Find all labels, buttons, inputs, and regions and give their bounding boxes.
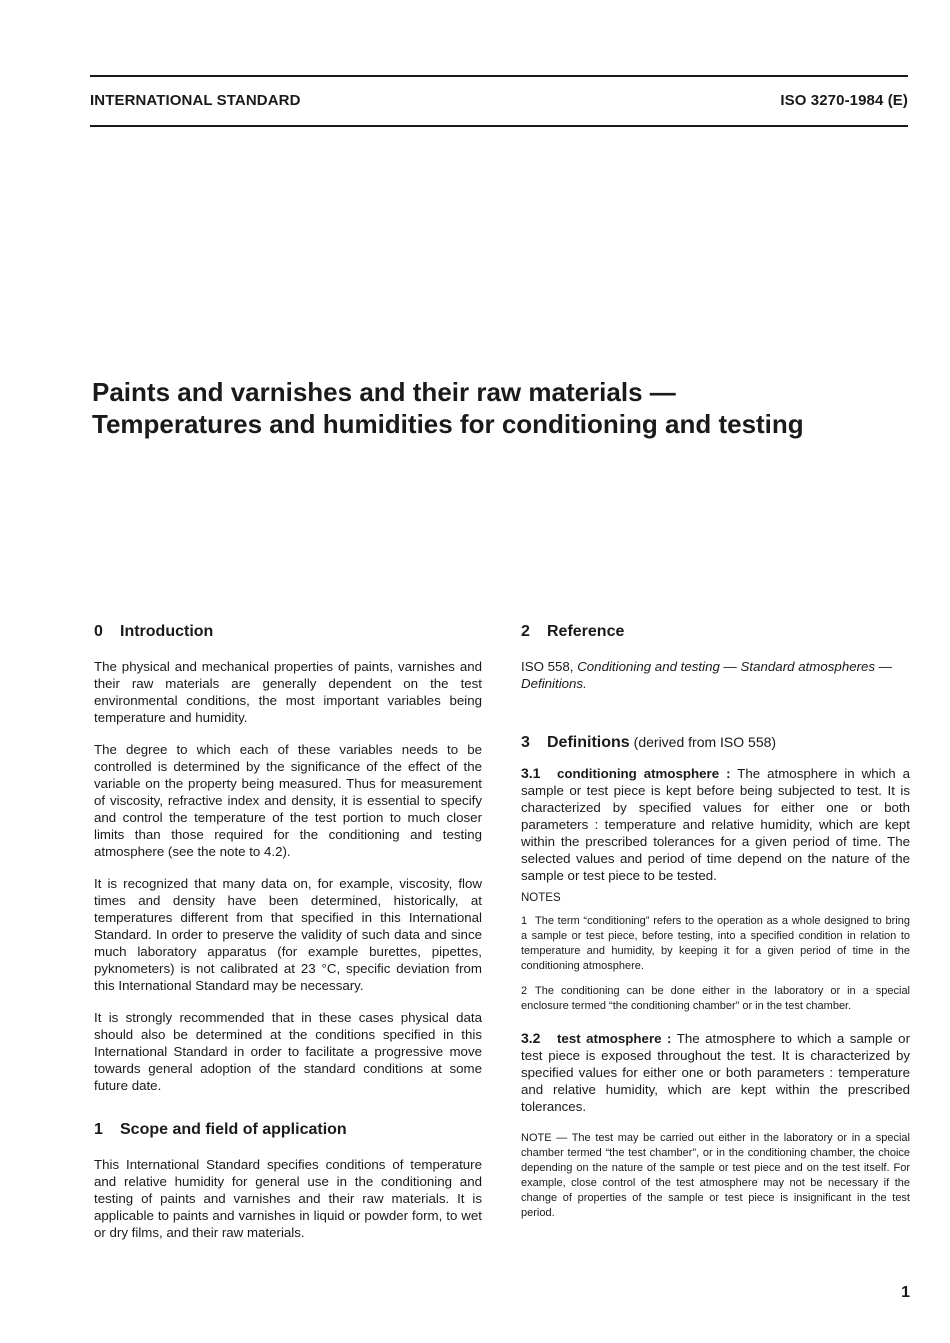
header-doc-number: ISO 3270-1984 (E) (780, 92, 908, 109)
definition-3-2-number: 3.2 (521, 1030, 541, 1046)
definition-3-2 (521, 1030, 910, 1115)
notes-label: NOTES (521, 892, 561, 904)
section-0-heading (94, 620, 482, 644)
section-1-title: Scope and field of application (120, 1121, 347, 1138)
intro-paragraph-2: The degree to which each of these variables needs to be controlled is determined by the significance of the effect of the variable on the property being measured. Thus for measurement of viscosity, refractive index and density, it is essential to specify and control the temperature of the test portion to much closer limits than those required for the conditioning and testing atmosphere (see the note to 4.2). (94, 742, 482, 859)
definition-3-1-text: The atmosphere in which a sample or test piece is kept before being subjected to test. It is characterized by specified values for either one or both parameters : temperature and relative humidity, which are kept within the prescribed tolerances for a given period of time. The selected values and period of time depend on the nature of the sample or test piece to be tested. (521, 766, 911, 883)
definition-3-1-term: conditioning atmosphere : (557, 766, 731, 781)
header-doc-type: INTERNATIONAL STANDARD (90, 92, 301, 109)
intro-paragraph-1: The physical and mechanical properties of paints, varnishes and their raw materials are generally dependent on the test environmental conditions, the most important variables being temperature and humidity. (94, 659, 482, 725)
note-1-number: 1 (521, 915, 528, 927)
intro-paragraph-4: It is strongly recommended that in these cases physical data should also be determined at the conditions specified in this International Standard in order to facilitate a progressive move towards general adoption of the standard conditions at some future date. (94, 1010, 482, 1093)
section-3-subtitle: (derived from ISO 558) (633, 734, 777, 750)
definition-3-1-number: 3.1 (521, 765, 541, 781)
section-3-number: 3 (521, 734, 530, 751)
note-1-text: The term “conditioning” refers to the operation as a whole designed to bring a sample or test piece, before testing, into a specified condition in relation to temperature and humidity, by keeping it for a given period of time in the conditioning atmosphere. (521, 915, 910, 972)
title-line-2: Temperatures and humidities for conditioning and testing (92, 409, 804, 439)
section-1-heading (94, 1118, 482, 1142)
section-2-number: 2 (521, 623, 530, 640)
header-rule-bottom (90, 125, 908, 127)
definition-3-1 (521, 765, 910, 884)
definition-3-2-text: The atmosphere to which a sample or test piece is exposed throughout the test. It is characterized by specified values for either one or both parameters : temperature and relative humidity, which are kept within the prescribed tolerances. (521, 1031, 910, 1114)
reference-title: Conditioning and testing — Standard atmospheres — Definitions. (521, 659, 893, 691)
note-1 (521, 914, 910, 974)
section-3-title: Definitions (547, 734, 630, 751)
note-2 (521, 984, 910, 1014)
document-title (92, 376, 922, 440)
intro-paragraph-3: It is recognized that many data on, for example, viscosity, flow times and density have been determined, historically, at temperatures different from that specified in this International Standard. In order to preserve the validity of such data and since much laboratory apparatus (for example burettes, pipettes, pyknometers) is not calibrated at 23 °C, specific deviation from this International Standard may be necessary. (94, 876, 482, 993)
section-1-number: 1 (94, 1121, 103, 1138)
scope-paragraph: This International Standard specifies conditions of temperature and relative humidity for general use in the conditioning and testing of paints and varnishes and their raw materials. It is applicable to paints and varnishes in liquid or powder form, to wet or dry films, and their raw materials. (94, 1157, 482, 1240)
definition-3-2-term: test atmosphere : (557, 1031, 672, 1046)
right-column (521, 620, 910, 1231)
left-column (94, 620, 482, 1256)
title-line-1: Paints and varnishes and their raw materials — (92, 377, 676, 407)
note-3: NOTE — The test may be carried out either in the laboratory or in a special chamber termed “the test chamber”, or in the conditioning chamber, the choice depending on the nature of the sample or test piece and on the test itself. For example, close control of the test atmosphere may not be necessary if the change of properties of the sample or test piece is insignificant in the test period. (521, 1132, 910, 1219)
section-0-number: 0 (94, 623, 103, 640)
note-2-number: 2 (521, 985, 528, 997)
section-2-heading (521, 620, 910, 644)
note-2-text: The conditioning can be done either in the laboratory or in a special enclosure termed “the conditioning chamber” or in the test chamber. (521, 985, 910, 1012)
section-3-heading (521, 730, 910, 755)
header-rule-top (90, 75, 908, 77)
section-0-title: Introduction (120, 623, 214, 640)
section-2-title: Reference (547, 623, 625, 640)
page-number: 1 (901, 1284, 910, 1301)
reference-paragraph (521, 658, 910, 692)
reference-prefix: ISO 558, (521, 659, 578, 674)
